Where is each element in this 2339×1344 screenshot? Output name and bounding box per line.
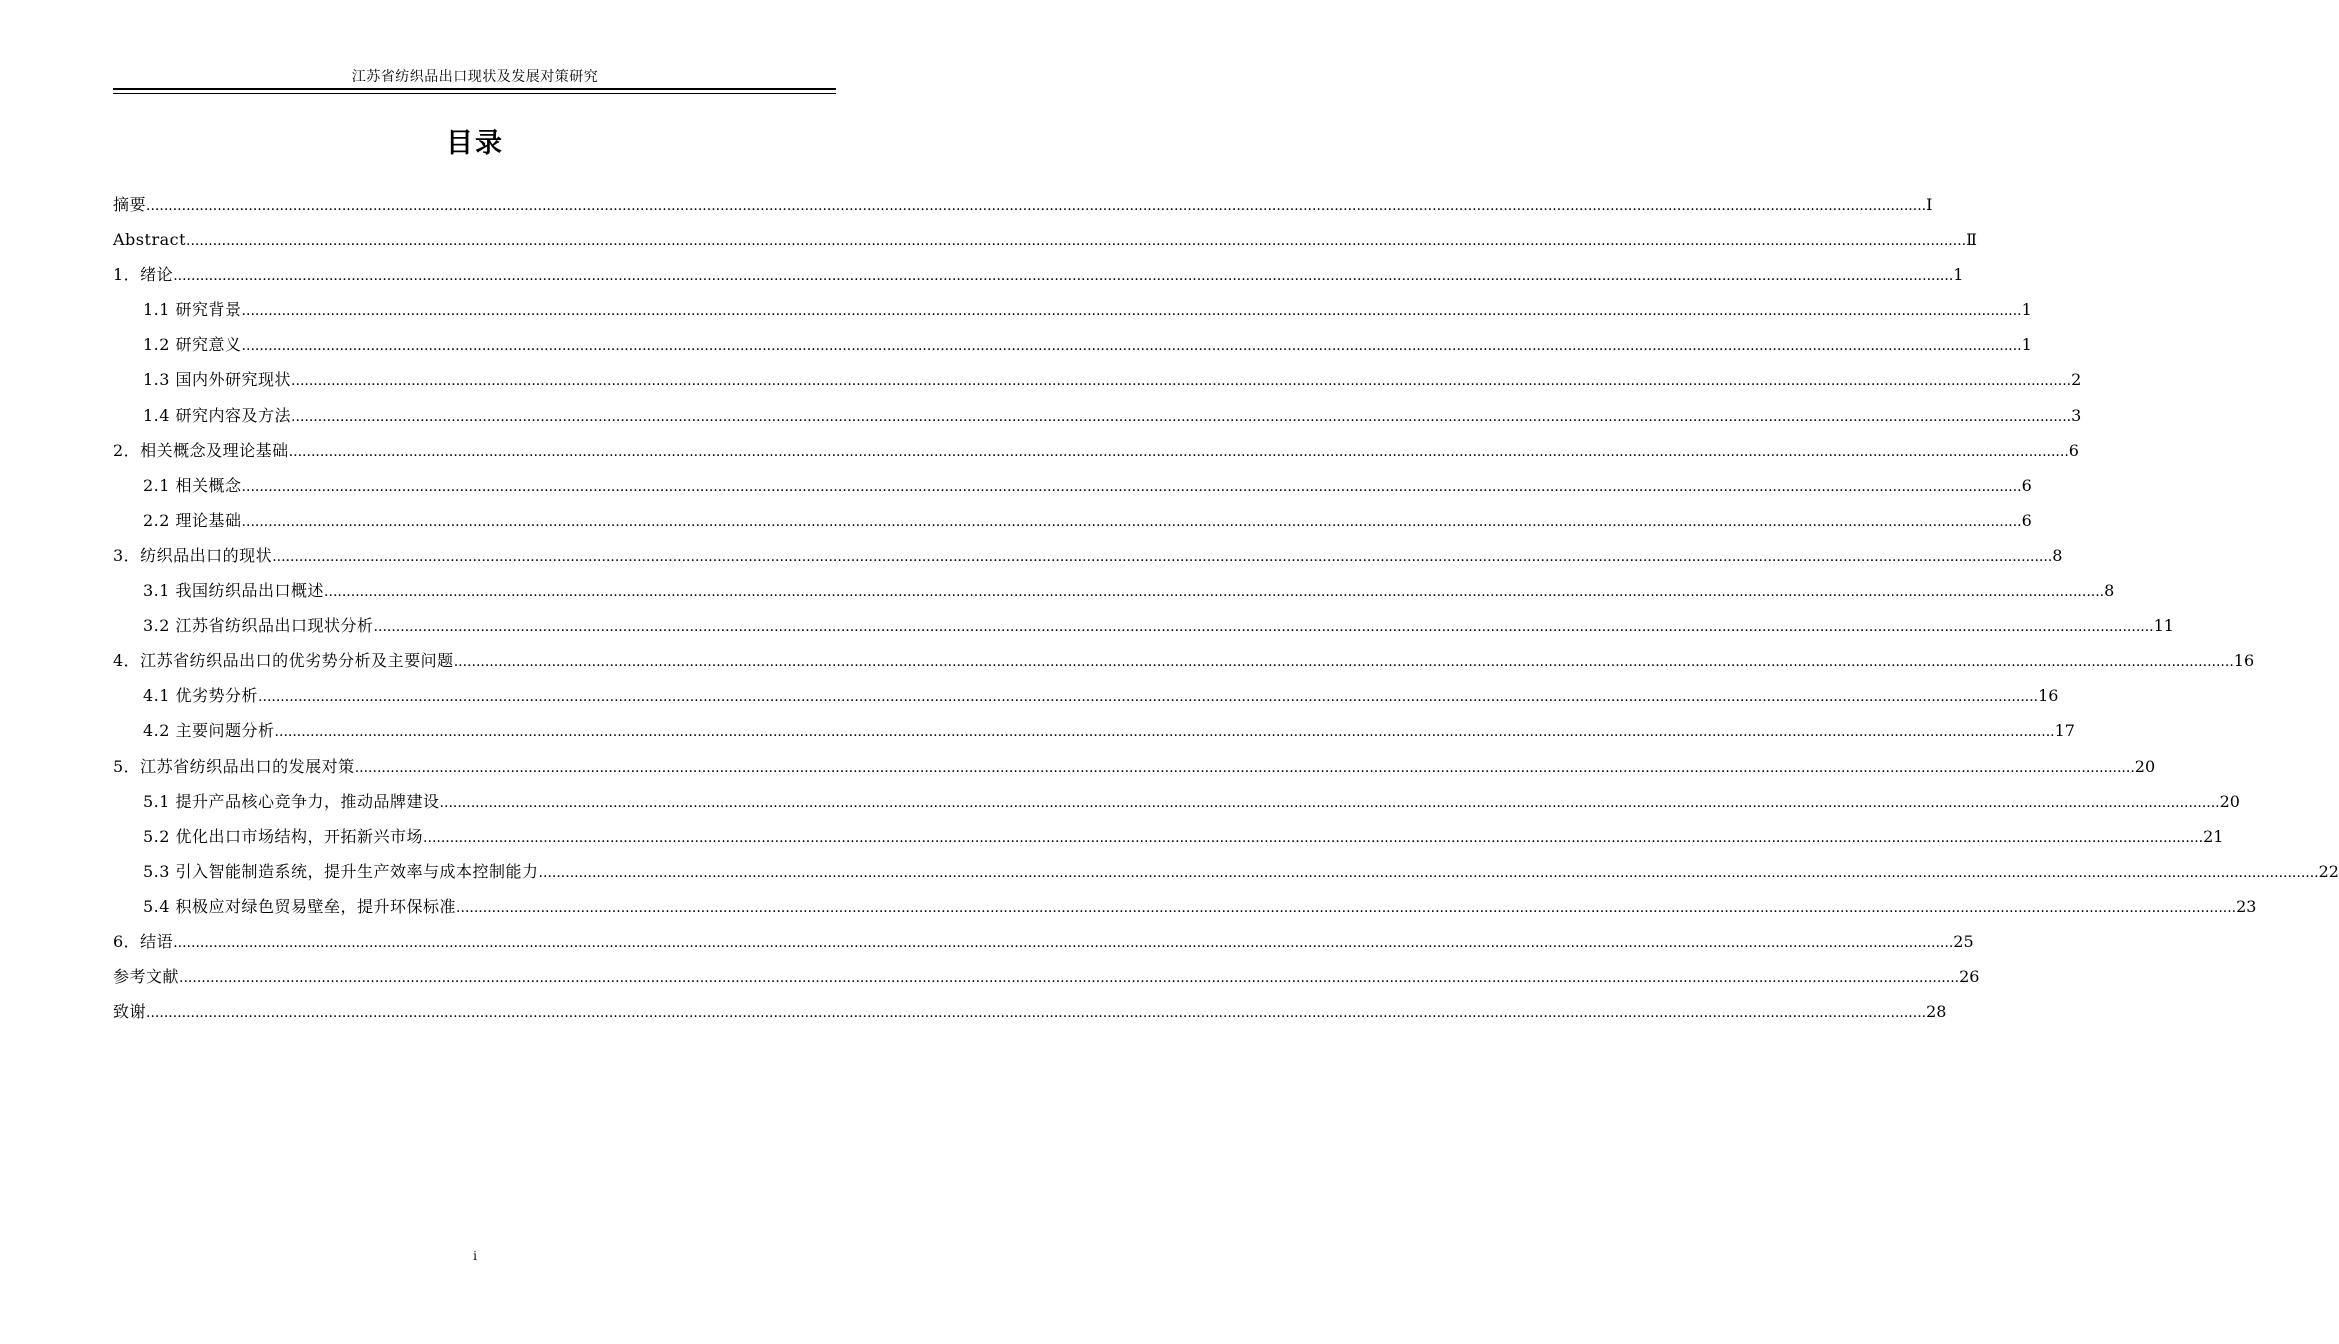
toc-entry[interactable]	[113, 790, 2240, 825]
toc-dot-leader: ................................................................................................................................................................................................................................................................................................................................................................................................................	[538, 864, 2319, 881]
toc-entry-label: 2．相关概念及理论基础	[113, 440, 289, 460]
toc-entry-page: 20	[2219, 791, 2240, 811]
toc-entry[interactable]	[113, 368, 2082, 403]
toc-dot-leader: ................................................................................................................................................................................................................................................................................................................................................................................................................	[241, 338, 2022, 355]
toc-entry-page: 6	[2021, 475, 2032, 495]
toc-entry-page: 1	[1953, 265, 1964, 285]
header-rule-thin	[113, 93, 836, 94]
toc-dot-leader: ................................................................................................................................................................................................................................................................................................................................................................................................................	[439, 794, 2220, 811]
toc-entry-page: 3	[2071, 405, 2082, 425]
toc-entry-page: 1	[2021, 300, 2032, 320]
toc-dot-leader: ................................................................................................................................................................................................................................................................................................................................................................................................................	[173, 934, 1954, 951]
toc-entry-label: 1.3 国内外研究现状	[143, 370, 292, 390]
toc-dot-leader: ................................................................................................................................................................................................................................................................................................................................................................................................................	[354, 759, 2135, 776]
toc-entry[interactable]	[113, 439, 2079, 474]
toc-entry-page: 21	[2203, 826, 2224, 846]
toc-entry-label: 致谢	[113, 1002, 147, 1022]
toc-entry-page: 28	[1926, 1002, 1947, 1022]
header-rule-thick	[113, 88, 836, 90]
toc-dot-leader: ................................................................................................................................................................................................................................................................................................................................................................................................................	[288, 443, 2069, 460]
toc-dot-leader: ................................................................................................................................................................................................................................................................................................................................................................................................................	[324, 584, 2105, 601]
toc-entry[interactable]	[113, 825, 2224, 860]
toc-entry-label: 3.1 我国纺织品出口概述	[143, 581, 325, 601]
toc-entry-page: 8	[2104, 581, 2115, 601]
toc-dot-leader: ................................................................................................................................................................................................................................................................................................................................................................................................................	[373, 619, 2154, 636]
toc-entry-label: 3．纺织品出口的现状	[113, 545, 273, 565]
toc-dot-leader: ................................................................................................................................................................................................................................................................................................................................................................................................................	[186, 233, 1967, 250]
toc-dot-leader: ................................................................................................................................................................................................................................................................................................................................................................................................................	[241, 513, 2022, 530]
toc-entry-page: Ⅱ	[1966, 230, 1977, 250]
toc-entry-label: 2.2 理论基础	[143, 510, 242, 530]
toc-entry-label: 1.4 研究内容及方法	[143, 405, 292, 425]
toc-entry[interactable]	[113, 895, 2257, 930]
toc-entry-label: 5.3 引入智能制造系统，提升生产效率与成本控制能力	[143, 861, 539, 881]
toc-entry-label: 5．江苏省纺织品出口的发展对策	[113, 756, 355, 776]
toc-entry-label: 5.2 优化出口市场结构，开拓新兴市场	[143, 826, 424, 846]
toc-entry-page: 20	[2134, 756, 2156, 776]
toc-entry-page: 17	[2054, 721, 2075, 741]
toc-entry-page: 8	[2052, 545, 2063, 565]
toc-entry-page: 25	[1953, 931, 1974, 951]
toc-entry[interactable]	[113, 684, 2059, 719]
toc-entry-page: 26	[1959, 967, 1980, 987]
toc-entry-label: 4．江苏省纺织品出口的优劣势分析及主要问题	[113, 651, 454, 671]
toc-entry[interactable]	[113, 228, 1977, 263]
toc-entry[interactable]	[113, 193, 1933, 228]
toc-entry-page: 2	[2071, 370, 2082, 390]
toc-dot-leader: ................................................................................................................................................................................................................................................................................................................................................................................................................	[272, 548, 2053, 565]
toc-entry-label: 4.1 优劣势分析	[143, 686, 259, 706]
running-header: 江苏省纺织品出口现状及发展对策研究	[351, 69, 599, 85]
toc-entry-label: 1.1 研究背景	[143, 300, 242, 320]
toc-entry[interactable]	[113, 860, 2339, 895]
toc-entry-page: 6	[2021, 510, 2032, 530]
toc-entry[interactable]	[113, 930, 1974, 965]
toc-entry[interactable]	[113, 474, 2032, 509]
toc-entry-page: 16	[2233, 651, 2255, 671]
toc-entry[interactable]	[113, 509, 2032, 544]
toc-entry[interactable]	[113, 404, 2082, 439]
toc-dot-leader: ................................................................................................................................................................................................................................................................................................................................................................................................................	[241, 478, 2022, 495]
toc-entry-page: Ⅰ	[1926, 195, 1933, 214]
toc-entry-label: 摘要	[113, 195, 147, 214]
toc-entry-label: 2.1 相关概念	[143, 475, 242, 495]
toc-entry-page: 16	[2038, 686, 2059, 706]
toc-entry[interactable]	[113, 333, 2032, 368]
toc-dot-leader: ................................................................................................................................................................................................................................................................................................................................................................................................................	[258, 689, 2039, 706]
toc-entry-label: 5.4 积极应对绿色贸易壁垒，提升环保标准	[143, 896, 457, 916]
toc-dot-leader: ................................................................................................................................................................................................................................................................................................................................................................................................................	[146, 198, 1927, 214]
toc-list	[113, 193, 2339, 1035]
toc-entry[interactable]	[113, 614, 2174, 649]
toc-dot-leader: ................................................................................................................................................................................................................................................................................................................................................................................................................	[453, 654, 2234, 671]
toc-entry[interactable]	[113, 1000, 1947, 1035]
toc-entry-page: 23	[2236, 896, 2257, 916]
toc-entry-page: 6	[2068, 440, 2079, 460]
toc-dot-leader: ................................................................................................................................................................................................................................................................................................................................................................................................................	[173, 268, 1954, 285]
toc-entry-page: 1	[2021, 335, 2032, 355]
toc-entry-page: 22	[2318, 861, 2339, 881]
toc-entry[interactable]	[113, 579, 2115, 614]
toc-title: 目录	[446, 128, 504, 159]
toc-entry[interactable]	[113, 965, 1980, 1000]
toc-entry-label: 1.2 研究意义	[143, 335, 242, 355]
toc-entry-label: 1．绪论	[113, 265, 174, 285]
toc-entry-label: 参考文献	[113, 967, 180, 987]
toc-dot-leader: ................................................................................................................................................................................................................................................................................................................................................................................................................	[274, 724, 2055, 741]
toc-entry-label: Abstract	[113, 230, 187, 250]
toc-entry[interactable]	[113, 544, 2063, 579]
toc-entry-page: 11	[2153, 616, 2174, 636]
toc-entry-label: 5.1 提升产品核心竞争力，推动品牌建设	[143, 791, 440, 811]
toc-entry-label: 4.2 主要问题分析	[143, 721, 275, 741]
toc-entry-label: 3.2 江苏省纺织品出口现状分析	[143, 616, 374, 636]
toc-dot-leader: ................................................................................................................................................................................................................................................................................................................................................................................................................	[423, 829, 2204, 846]
toc-entry-label: 6．结语	[113, 931, 174, 951]
toc-dot-leader: ................................................................................................................................................................................................................................................................................................................................................................................................................	[456, 899, 2237, 916]
toc-entry[interactable]	[113, 719, 2075, 754]
toc-dot-leader: ................................................................................................................................................................................................................................................................................................................................................................................................................	[291, 373, 2072, 390]
toc-dot-leader: ................................................................................................................................................................................................................................................................................................................................................................................................................	[291, 408, 2072, 425]
toc-dot-leader: ................................................................................................................................................................................................................................................................................................................................................................................................................	[241, 303, 2022, 320]
page-number: i	[473, 1249, 477, 1263]
toc-dot-leader: ................................................................................................................................................................................................................................................................................................................................................................................................................	[146, 1005, 1927, 1022]
toc-entry[interactable]	[113, 298, 2032, 333]
toc-entry[interactable]	[113, 263, 1964, 298]
toc-entry[interactable]	[113, 755, 2156, 790]
toc-entry[interactable]	[113, 649, 2255, 684]
toc-dot-leader: ................................................................................................................................................................................................................................................................................................................................................................................................................	[179, 970, 1960, 987]
